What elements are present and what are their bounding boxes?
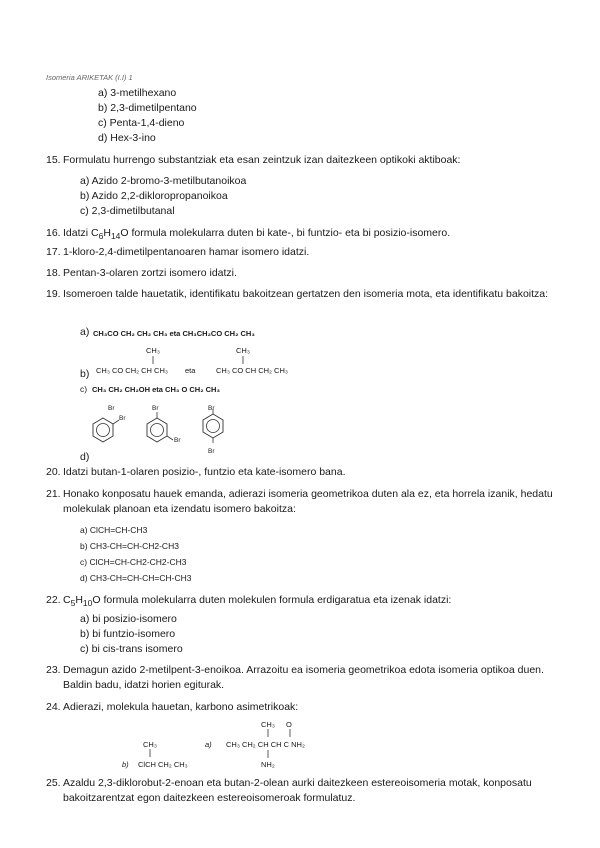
list-item: b) 2,3-dimetilpentano <box>98 102 197 114</box>
list-item: c) Penta-1,4-dieno <box>98 117 185 129</box>
question-text: Honako konposatu hauek emanda, adierazi isomeria geometrikoa duten ala ez, eta horrela izanik, hedatu molekulak planoan eta izendatu isomero bakoitza: <box>63 488 553 515</box>
list-item: d) CH3-CH=CH-CH=CH-CH3 <box>80 573 192 583</box>
methyl-group: CH₃ <box>146 346 160 355</box>
meta-ring <box>147 412 173 442</box>
list-item: c) 2,3-dimetilbutanal <box>80 205 175 217</box>
methyl-group: CH₃ <box>143 740 157 749</box>
formula-a: CH₃ CH₂ CH CH C NH₂ <box>226 740 305 749</box>
list-item: b) bi funtzio-isomero <box>80 628 176 640</box>
question-text: Adierazi, molekula hauetan, karbono asimetrikoak: <box>63 701 299 713</box>
amino-group: NH₂ <box>261 760 275 769</box>
formula-b: ClCH CH₂ CH₃ <box>138 760 188 769</box>
question-number: 17. <box>46 246 61 258</box>
bromine-label: Br <box>119 415 126 422</box>
ortho-ring <box>93 418 119 442</box>
bromine-label: Br <box>152 405 159 412</box>
list-item: c) ClCH=CH-CH2-CH2-CH3 <box>80 557 187 567</box>
list-item: c) bi cis-trans isomero <box>80 643 183 655</box>
question-text: Isomeroen talde hauetatik, identifikatu bakoitzean gertatzen den isomeria mota, eta identifikatu bakoitza: <box>63 288 549 300</box>
formula-b-eta: eta <box>185 366 196 375</box>
formula-b-right: CH₃ CO CH CH₂ CH₃ <box>216 366 288 375</box>
oxygen-label: O <box>286 720 292 729</box>
question-number: 23. <box>46 664 61 676</box>
bromine-label: Br <box>174 437 181 444</box>
item-c-label: c) <box>80 384 88 394</box>
question-number: 16. <box>46 227 61 239</box>
item-b-label: b) <box>80 368 90 380</box>
list-item: b) CH3-CH=CH-CH2-CH3 <box>80 541 179 551</box>
bromine-label: Br <box>108 405 115 412</box>
bromine-label: Br <box>208 405 215 412</box>
page-header: Isomeria ARIKETAK (I.I) 1 <box>46 73 133 82</box>
formula-b-left: CH₃ CO CH₂ CH CH₃ <box>96 366 168 375</box>
question-text: $C_5H_{10}O$ formula molekularra duten molekulen formula erdigaratua eta izenak idatzi: <box>63 594 452 609</box>
question-text: Idatzi $C_6H_{14}O$ formula molekularra duten bi kate-, bi funtzio- eta bi posizio-isomero. <box>63 227 451 242</box>
item-d-label: d) <box>80 451 90 463</box>
formula-c: CH₃ CH₂ CH₂OH eta CH₃ O CH₂ CH₃ <box>92 385 220 394</box>
question-number: 25. <box>46 777 61 789</box>
item-b-label: b) <box>122 760 129 769</box>
question-number: 22. <box>46 594 61 606</box>
list-item: a) 3-metilhexano <box>98 87 177 99</box>
methyl-group: CH₃ <box>236 346 250 355</box>
list-item: d) Hex-3-ino <box>98 132 156 144</box>
list-item: a) bi posizio-isomero <box>80 613 177 625</box>
question-number: 20. <box>46 466 61 478</box>
question-number: 18. <box>46 267 61 279</box>
question-text: Pentan-3-olaren zortzi isomero idatzi. <box>63 267 237 279</box>
question-text: Demagun azido 2-metilpent-3-enoikoa. Arrazoitu ea isomeria geometrikoa edota isomeria optikoa duen. Baldin badu, idatzi horien egiturak. <box>63 664 544 691</box>
para-ring <box>203 409 223 443</box>
question-number: 21. <box>46 488 61 500</box>
question-number: 19. <box>46 288 61 300</box>
question-number: 24. <box>46 701 61 713</box>
methyl-group: CH₃ <box>261 720 275 729</box>
question-number: 15. <box>46 154 61 166</box>
formula-a: CH₃CO CH₂ CH₂ CH₃ eta CH₃CH₂CO CH₂ CH₃ <box>93 329 255 338</box>
list-item: a) Azido 2-bromo-3-metilbutanoikoa <box>80 175 247 187</box>
question-text: Idatzi butan-1-olaren posizio-, funtzio eta kate-isomero bana. <box>63 466 346 478</box>
question-text: Formulatu hurrengo substantziak eta esan zeintzuk izan daitezkeen optikoki aktiboak: <box>63 154 461 166</box>
question-text: Azaldu 2,3-diklorobut-2-enoan eta butan-2-olean aurki daitezkeen estereoisomeria motak, konposatu bakoitzarentzat egon daitezkeen estereoisomeroak formulatuz. <box>63 777 532 804</box>
question-text: 1-kloro-2,4-dimetilpentanoaren hamar isomero idatzi. <box>63 246 310 258</box>
item-a-label: a) <box>80 326 90 338</box>
list-item: b) Azido 2,2-dikloropropanoikoa <box>80 190 228 202</box>
bromine-label: Br <box>208 448 215 455</box>
list-item: a) ClCH=CH-CH3 <box>80 525 148 535</box>
item-a-label: a) <box>205 740 212 749</box>
